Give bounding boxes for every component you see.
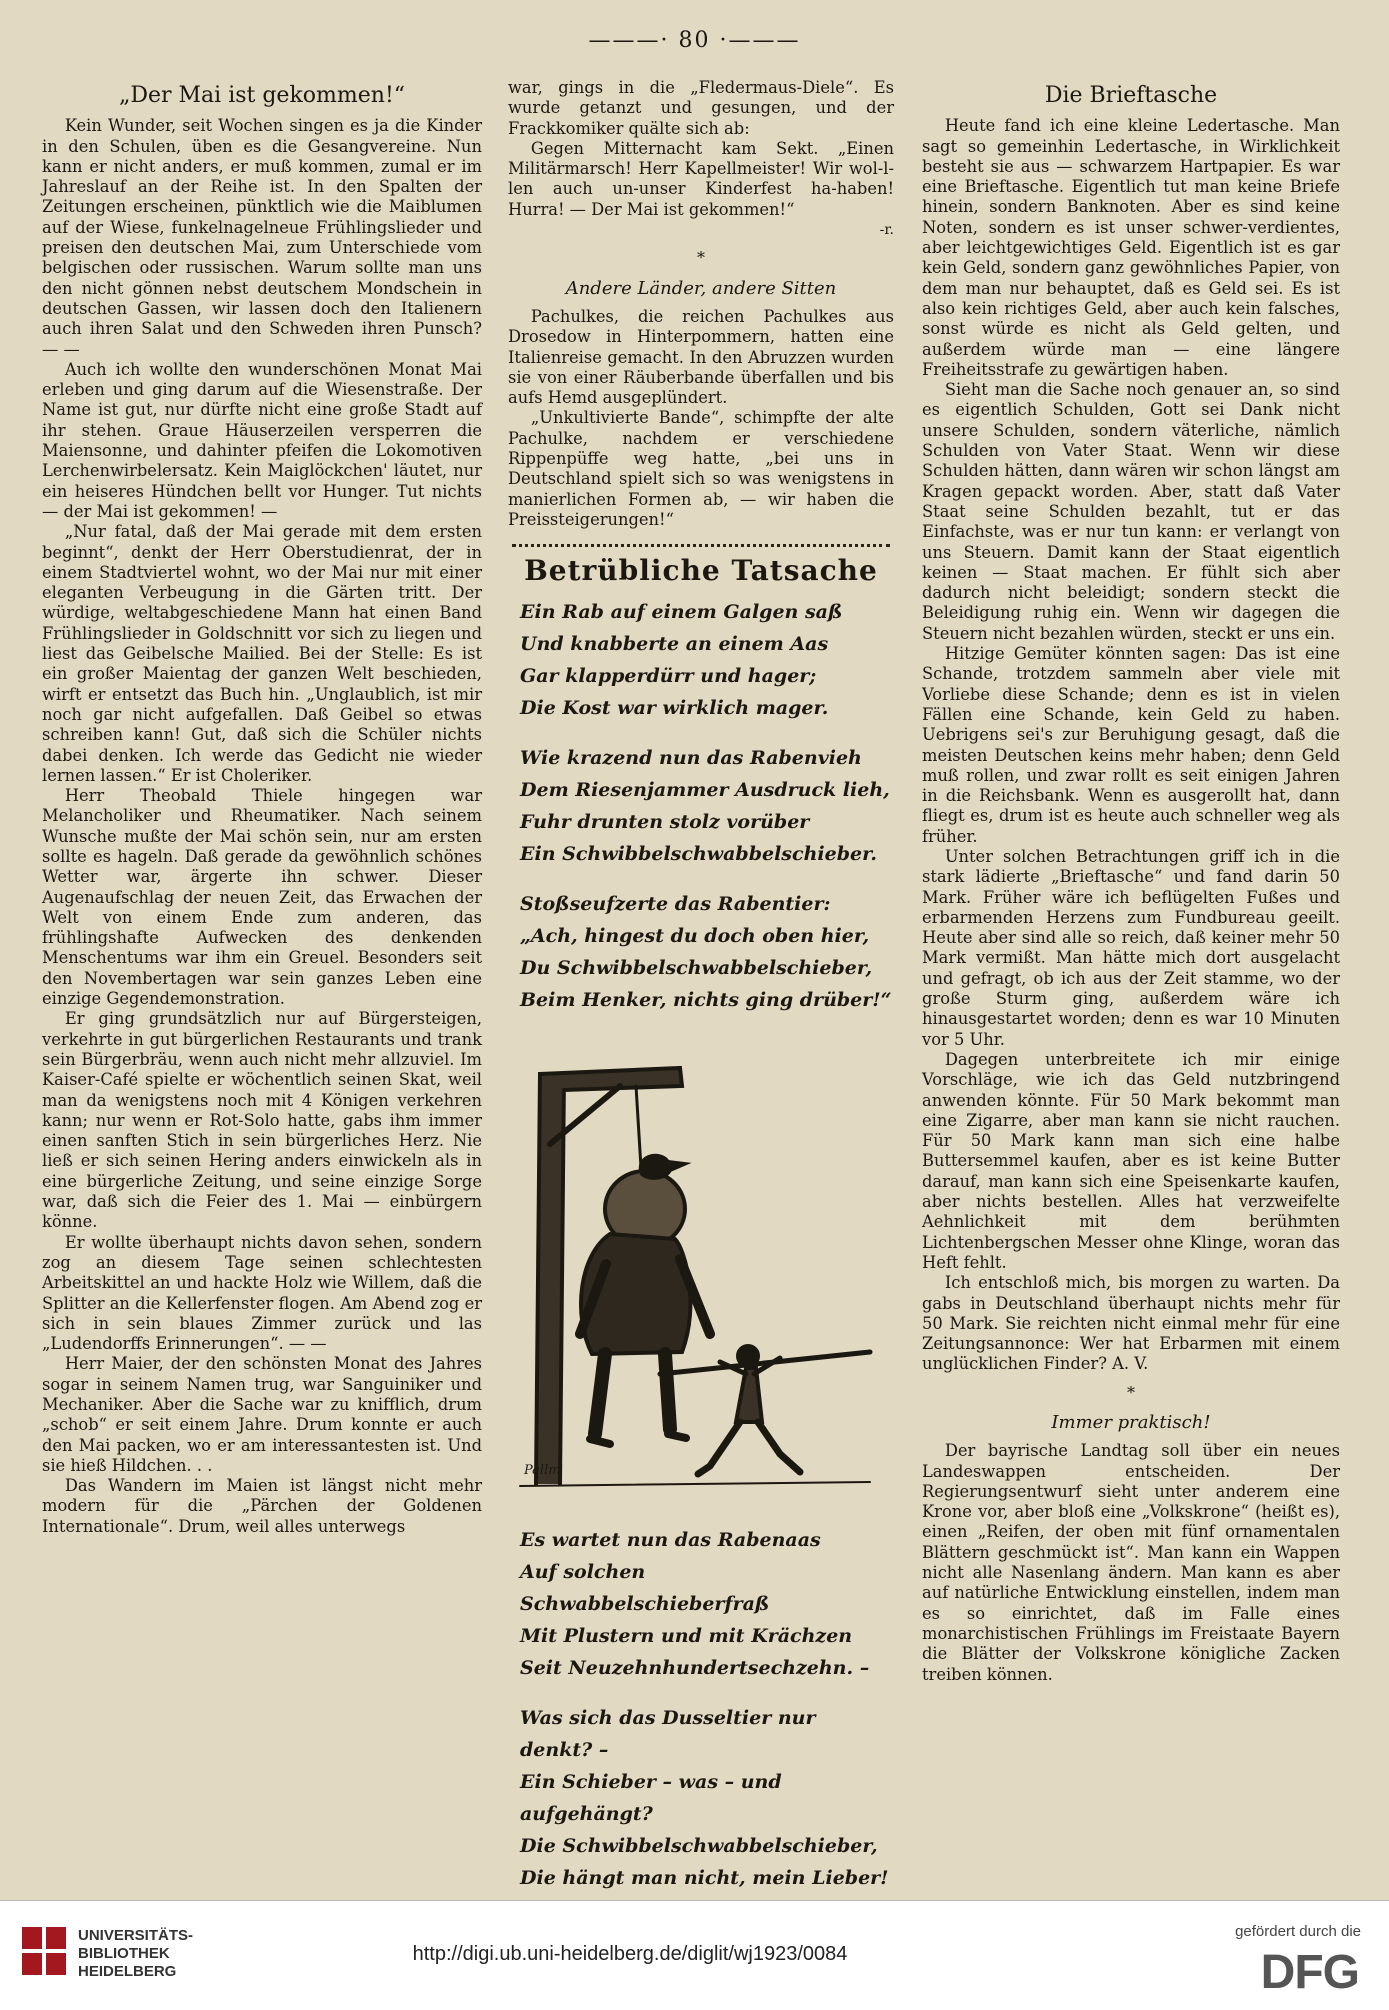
paragraph: Sieht man die Sache noch genauer an, so sind es eigentlich Schulden, Gott sei Dank nicht unsere Schulden, sondern väterliche, nämlich Schulden von Vater Staat. Wenn wir diese Schulden hätten, dann wären wir schon längst am Kragen gepackt worden. Aber, statt daß Vater Staat seine Schulden bezahlt, tut er das Einfachste, was er nur tun kann: er verlangt von uns Steuern. Damit kann der Staat eigentlich keinen — Staat machen. Er fühlt sich aber dadurch nicht beleidigt; sondern steckt die Beleidigung ruhig ein. Wenn wir dagegen die Steuern nicht bezahlen würden, steckt er uns ein.	[922, 380, 1340, 643]
paragraph: Ich entschloß mich, bis morgen zu warten. Da gabs in Deutschland überhaupt nichts mehr für 50 Mark. Sie reichten nicht einmal mehr für eine Zeitungsannonce: Wer hat Erbarmen mit einem unglücklichen Finder? A. V.	[922, 1273, 1340, 1374]
paragraph: „Unkultivierte Bande“, schimpfte der alte Pachulke, nachdem er verschiedene Rippenpüffe weg hatte, „bei uns in Deutschland spielt sich so was wenigstens in manierlichen Formen ab, — wir haben die Preissteigerungen!“	[508, 408, 894, 529]
poem-stanza	[520, 596, 894, 724]
article-title-laender: Andere Länder, andere Sitten	[565, 277, 837, 299]
funding-label: gefördert durch die	[1235, 1923, 1361, 1940]
poem-line: Fuhr drunten stolz vorüber	[520, 810, 810, 833]
poem-line: Ein Schwibbelschwabbelschieber.	[520, 842, 877, 865]
paragraph: war, gings in die „Fledermaus-Diele“. Es wurde getanzt und gesungen, und der Frackkomiker quälte sich ab:	[508, 78, 894, 138]
separator-star: *	[697, 248, 705, 268]
poem-line: Wie krazend nun das Rabenvieh	[520, 746, 862, 769]
author-sign: -r.	[879, 222, 894, 239]
paragraph: Herr Maier, der den schönsten Monat des Jahres sogar in seinem Namen trug, war Sanguiniker und Mechaniker. Aber die Sache war zu knifflich, drum „schob“ er seit einem Jahre. Drum konnte er auch den Mai packen, wo er am interessantesten ist. Und sie hieß Hildchen. . .	[42, 1354, 482, 1475]
paragraph: Hitzige Gemüter könnten sagen: Das ist eine Schande, trotzdem sammeln aber viele mit Vorliebe diese Schande; denn es ist in vielen Fällen eine Schande, kein Geld zu haben. Uebrigens sei's zur Beruhigung gesagt, daß die meisten Deutschen keins mehr haben; denn Geld muß rollen, und zwar rollt es seit einigen Jahren in die Reichsbank. Wenn es ausgerollt hat, dann fliegt es, drum ist es heute auch schneller weg als früher.	[922, 644, 1340, 846]
poem-line: Beim Henker, nichts ging drüber!“	[520, 988, 892, 1011]
illustration-signature: Pallm	[524, 1462, 561, 1478]
article-title-praktisch: Immer praktisch!	[1051, 1412, 1211, 1433]
column-left	[42, 78, 482, 1818]
article-title-brieftasche: Die Brieftasche	[1044, 83, 1218, 108]
poem-line: Dem Riesenjammer Ausdruck lieh,	[520, 778, 890, 801]
paragraph: Der bayrische Landtag soll über ein neues Landeswappen entscheiden. Der Regierungsentwurf sieht unter anderem eine Krone vor, aber bloß eine „Volkskrone“ (heißt es), einen „Reifen, der oben mit fünf ornamentalen Blättern geschmückt ist“. Man kann ein Wappen nicht alle Nasenlang ändern. Man kann es aber auf natürliche Entwicklung einstellen, indem man es so einrichtet, daß im Falle eines monarchistischen Frühlings im Freistaate Bayern die Blätter der Volkskrone königliche Zacken treiben können.	[922, 1441, 1340, 1684]
paragraph: Er wollte überhaupt nichts davon sehen, sondern zog an diesem Tage seinen schlechtesten Arbeitskittel an und hackte Holz wie Willem, daß die Splitter an die Kellerfenster flogen. Am Abend zog er sich in sein blaues Zimmer zurück und las „Ludendorffs Erinnerungen“. — —	[42, 1232, 482, 1354]
paragraph: Das Wandern im Maien ist längst nicht mehr modern für die „Pärchen der Goldenen Internationale“. Drum, weil alles unterwegs	[42, 1476, 482, 1536]
library-name: UNIVERSITÄTS- BIBLIOTHEK HEIDELBERG	[78, 1927, 194, 1980]
paragraph: Er ging grundsätzlich nur auf Bürgersteigen, verkehrte in gut bürgerlichen Restaurants und trank sein Bürgerbräu, wenn auch nicht mehr allzuviel. Im Kaiser-Café spielte er wöchentlich seinen Skat, weil man da wenigstens noch mit 4 Königen verkehren kann; nur wenn er Rot-Solo hatte, gabs ihm immer einen sanften Stich in sein bürgerliches Herz. Nie ließ er sich seinen Hering anders einwickeln als in eine bürgerliche Zeitung, und seine einzige Sorge war, daß sich die Feier des 1. Mai — einbürgern könne.	[42, 1009, 482, 1232]
poem-line: Auf solchen Schwabbelschieberfraß	[520, 1560, 770, 1615]
poem-stanza	[520, 888, 894, 1016]
paragraph: Kein Wunder, seit Wochen singen es ja die Kinder in den Schulen, üben es die Gesangvereine. Nun kann er nicht anders, er muß kommen, zumal er im Jahreslauf an der Reihe ist. In den Spalten der Zeitungen erscheinen, pünktlich wie die Maiblumen auf der Wiese, funkelnagelneue Frühlingslieder und preisen den deutschen Mai, zum Unterschiede vom belgischen oder russischen. Warum sollte man uns den nicht gönnen nebst deutschem Mondschein in deutschen Gassen, wir lassen doch den Italienern auch ihren Salat und den Schweden ihren Punsch? — —	[42, 116, 482, 359]
column-right	[922, 78, 1340, 1818]
paragraph: Pachulkes, die reichen Pachulkes aus Drosedow in Hinterpommern, hatten eine Italienreise gemacht. In den Abruzzen wurden sie von einer Räuberbande überfallen und bis aufs Hemd ausgeplündert.	[508, 306, 894, 408]
poem-line: Stoßseufzerte das Rabentier:	[520, 892, 831, 915]
dfg-logo: DFG	[1260, 1946, 1359, 1999]
digitization-footer	[0, 1900, 1389, 2010]
dotted-divider	[512, 544, 890, 547]
poem-line: Du Schwibbelschwabbelschieber,	[520, 956, 873, 979]
poem-stanza	[520, 1702, 894, 1894]
source-url-link[interactable]: http://digi.ub.uni-heidelberg.de/diglit/wj1923/0084	[412, 1943, 848, 1965]
paragraph: Unter solchen Betrachtungen griff ich in die stark lädierte „Brieftasche“ und fand darin 50 Mark. Früher wäre ich beflügelten Fußes und erbarmenden Herzens zum Fundbureau geeilt. Heute aber sind alle so reich, daß keiner mehr 50 Mark vermißt. Man hätte mich dort ausgelacht und gefragt, ob ich aus der Zeit stamme, wo der große Sturm ging, außerdem wäre ich hinausgestartet worden; denn es war 10 Minuten vor 5 Uhr.	[922, 846, 1340, 1049]
paragraph: Gegen Mitternacht kam Sekt. „Einen Militärmarsch! Herr Kapellmeister! Wir wol-l-len auch un-unser Kinderfest ha-haben! Hurra! — Der Mai ist gekommen!“	[508, 138, 894, 219]
poem-line: Ein Schieber – was – und aufgehängt?	[520, 1770, 782, 1825]
paragraph: Heute fand ich eine kleine Ledertasche. Man sagt so gemeinhin Ledertasche, in Wirklichkeit besteht sie aus — schwarzem Hartpapier. Es war eine Brieftasche. Eigentlich tut man keine Briefe hinein, sondern Banknoten. Aber es sind keine Noten, sondern es ist unser schwer-verdientes, aber leichtgewichtiges Geld. Eigentlich ist es gar kein Geld, sondern ganz gewöhnliches Papier, von dem man nur behauptet, daß es Geld sei. Es ist also kein richtiges Geld, aber auch kein falsches, sonst würde es nicht als Geld gelten, und außerdem würde man — eine längere Freiheitsstrafe zu gewärtigen haben.	[922, 116, 1340, 379]
article-title-mai: „Der Mai ist gekommen!“	[118, 83, 406, 108]
page-number: ———· 80 ·———	[588, 28, 801, 53]
poem-line: Mit Plustern und mit Krächzen	[520, 1624, 853, 1647]
poem-title: Betrübliche Tatsache	[524, 554, 878, 588]
poem-line: Gar klapperdürr und hager;	[520, 664, 817, 687]
paragraph: Dagegen unterbreitete ich mir einige Vorschläge, wie ich das Geld nutzbringend anwenden könnte. Für 50 Mark bekommt man eine Zigarre, aber man kann sie nicht rauchen. Für 50 Mark kann man sich eine halbe Buttersemmel kaufen, aber es ist keine Butter darauf, man kann sich eine Speisenkarte kaufen, aber nichts bestellen. Alles hat verzweifelte Aehnlichkeit mit dem berühmten Lichtenbergschen Messer ohne Klinge, woran das Heft fehlt.	[922, 1049, 1340, 1272]
separator-star: *	[1127, 1382, 1135, 1402]
poem-line: Und knabberte an einem Aas	[520, 632, 829, 655]
poem-line: Ein Rab auf einem Galgen saß	[520, 600, 843, 623]
paragraph: Auch ich wollte den wunderschönen Monat Mai erleben und ging darum auf die Wiesenstraße. Der Name ist gut, nur dürfte nicht eine große Stadt auf ihr stehen. Graue Häuserzeilen versperren die Maiensonne, und dahinter pfeifen die Lokomotiven Lerchenwirbelersatz. Kein Maiglöckchen' läutet, nur ein heiseres Hündchen bellt vor Hunger. Tut nichts — der Mai ist gekommen! —	[42, 359, 482, 521]
poem-line: Die Kost war wirklich mager.	[520, 696, 829, 719]
poem-line: Die Schwibbelschwabbelschieber,	[520, 1834, 878, 1857]
university-library-logo-icon	[20, 1925, 68, 1977]
poem-stanza	[520, 742, 894, 870]
poem-line: Seit Neuzehnhundertsechzehn. –	[520, 1656, 870, 1679]
poem-line: Die hängt man nicht, mein Lieber!	[520, 1866, 889, 1889]
column-middle	[508, 78, 894, 1889]
poem-line: Was sich das Dusseltier nur denkt? –	[520, 1706, 816, 1761]
gallows-illustration	[510, 1034, 880, 1504]
poem-stanza	[520, 1524, 894, 1684]
paragraph: Herr Theobald Thiele hingegen war Melancholiker und Rheumatiker. Nach seinem Wunsche mußte der Mai schön sein, nur am ersten sollte es hageln. Daß gerade da gewöhnlich schönes Wetter war, ärgerte ihn schwer. Dieser Augenaufschlag der neuen Zeit, das Erwachen der Welt von einem Ende zum anderen, das frühlingshafte Aufwecken des denkenden Menschentums war ihm ein Greuel. Besonders seit den Novembertagen war sein ganzes Leben eine einzige Gegendemonstration.	[42, 786, 482, 1009]
paragraph: „Nur fatal, daß der Mai gerade mit dem ersten beginnt“, denkt der Herr Oberstudienrat, der in einem Stadtviertel wohnt, wo der Mai nur mit einer eleganten Verbeugung in die Gärten tritt. Der würdige, weltabgeschiedene Mann hat einen Band Frühlingslieder in Goldschnitt vor sich zu liegen und liest das Geibelsche Mailied. Bei der Stelle: Es ist ein großer Maientag der ganzen Welt beschieden, wirft er entsetzt das Buch hin. „Unglaublich, ist mir noch gar nicht aufgefallen. Daß Geibel so etwas schreiben kann! Gut, daß sich die Schüler nichts dabei denken. Ich werde das Gedicht nie wieder lernen lassen.“ Er ist Choleriker.	[42, 522, 482, 785]
poem-line: „Ach, hingest du doch oben hier,	[520, 924, 870, 947]
poem-line: Es wartet nun das Rabenaas	[520, 1528, 821, 1551]
